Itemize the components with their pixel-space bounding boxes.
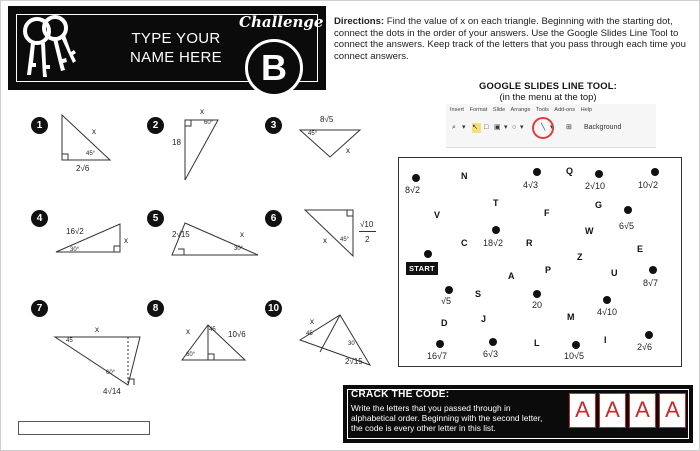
letter-t: T [493, 198, 499, 208]
letter-f: F [544, 208, 550, 218]
start-dot[interactable] [424, 250, 432, 258]
line-tool-icon: ╲ [541, 124, 546, 131]
p1-side-label: 2√6 [76, 164, 90, 173]
p2-side-label: 18 [172, 138, 181, 147]
letter-c: C [461, 238, 468, 248]
p7-angle-45: 45 [66, 338, 73, 344]
problem-7-number: 7 [31, 300, 48, 317]
triangle-2 [185, 120, 218, 180]
p3-x-label: x [346, 146, 350, 155]
line-tool-subtitle: (in the menu at the top) [499, 91, 597, 102]
answer-dot[interactable] [445, 286, 453, 294]
code-slot-4[interactable]: A [659, 393, 686, 428]
p3-angle-label: 45° [308, 131, 318, 137]
letter-w: W [585, 226, 594, 236]
answer-dot[interactable] [533, 290, 541, 298]
dropdown-icon: ▾ [520, 124, 524, 131]
name-field[interactable] [18, 421, 150, 435]
challenge-label: Challenge [239, 13, 324, 31]
menu-insert: Insert [450, 107, 464, 113]
letter-s: S [475, 289, 482, 299]
p8-angle-45: 45 [209, 327, 216, 333]
letter-v: V [434, 210, 441, 220]
answer-dot[interactable] [436, 340, 444, 348]
answer-dot[interactable] [533, 168, 541, 176]
p10-angle-45: 45 [306, 331, 313, 337]
p2-angle-label: 60° [204, 120, 214, 126]
answer-dot[interactable] [645, 331, 653, 339]
name-line-2: NAME HERE [130, 49, 222, 66]
directions-label: Directions: [334, 16, 385, 27]
code-slot-1[interactable]: A [569, 393, 596, 428]
code-slot-3[interactable]: A [629, 393, 656, 428]
crack-code-title: CRACK THE CODE: [351, 389, 450, 400]
p2-x-label: x [200, 107, 204, 116]
name-line-1: TYPE YOUR [131, 30, 221, 47]
answer-label: 10√2 [638, 180, 658, 190]
answer-label: 20 [532, 300, 543, 310]
p5-x-label: x [240, 230, 244, 239]
image-icon: ▣ [494, 124, 501, 131]
crack-code-instructions: Write the letters that you passed through in alphabetical order. Beginning with the second letter, the code is every other letter in this list. [351, 403, 543, 433]
dropdown-icon: ▾ [504, 124, 508, 131]
text-box-icon: □ [484, 124, 489, 131]
answer-dot[interactable] [603, 296, 611, 304]
p1-x-label: x [92, 127, 96, 136]
zoom-icon: ⌕ [452, 124, 456, 131]
p6-side-numerator: √10 [360, 220, 374, 229]
p10-x-label: x [310, 317, 314, 326]
p8-x-label: x [186, 327, 190, 336]
triangle-5 [172, 223, 258, 255]
p6-fraction-bar [359, 231, 376, 232]
directions-body: Find the value of x on each triangle. Beginning with the starting dot, connect the dots in the order of your answers. Use the Google Slides Line Tool to connect the answers. Keep track of the letters that you pass through each time you connect answers. [334, 16, 686, 62]
start-label: START [406, 262, 438, 275]
p6-side-denominator: 2 [365, 235, 370, 244]
letter-a: A [508, 271, 515, 281]
p5-angle-label: 30° [234, 246, 244, 252]
triangle-6 [305, 210, 353, 256]
answer-label: 6√3 [483, 349, 498, 359]
dropdown-icon: ▾ [462, 124, 466, 131]
letter-r: R [526, 238, 533, 248]
letter-p: P [545, 265, 552, 275]
p7-side-label: 4√14 [103, 387, 121, 396]
letter-m: M [567, 312, 575, 322]
letter-z: Z [577, 252, 583, 262]
problem-10-number: 10 [265, 300, 282, 317]
answer-dot[interactable] [649, 266, 657, 274]
letter-d: D [441, 318, 448, 328]
menu-addons: Add-ons [554, 107, 576, 113]
answer-label: √5 [441, 296, 451, 306]
answer-label: 8√2 [405, 185, 420, 195]
answer-dot[interactable] [572, 341, 580, 349]
answer-dot[interactable] [651, 168, 659, 176]
dropdown-icon: ▾ [550, 124, 554, 131]
answer-dot[interactable] [624, 206, 632, 214]
answer-label: 2√10 [585, 181, 605, 191]
letter-l: L [534, 338, 540, 348]
problem-1-number: 1 [31, 117, 48, 134]
answer-dot[interactable] [412, 174, 420, 182]
shape-icon: ○ [512, 124, 517, 131]
problem-5-number: 5 [147, 210, 164, 227]
letter-e: E [637, 244, 644, 254]
letter-g: G [595, 200, 603, 210]
p7-x-label: x [95, 325, 99, 334]
answer-label: 6√5 [619, 221, 634, 231]
p4-angle-label: 30° [70, 247, 80, 253]
answer-label: 4√10 [597, 307, 617, 317]
p1-angle-label: 45° [86, 151, 96, 157]
menu-arrange: Arrange [510, 107, 531, 113]
menu-tools: Tools [535, 107, 549, 113]
p10-angle-30: 30 [348, 341, 355, 347]
answer-dot[interactable] [489, 338, 497, 346]
answer-dot[interactable] [492, 226, 500, 234]
crack-code-panel [343, 385, 693, 443]
challenge-letter: B [245, 39, 303, 97]
letter-u: U [611, 268, 618, 278]
p5-side-label: 2√15 [172, 230, 190, 239]
answer-label: 18√2 [483, 238, 503, 248]
p10-side-label: 2√15 [345, 357, 363, 366]
answer-label: 2√6 [637, 342, 652, 352]
answer-label: 16√7 [427, 351, 447, 361]
answer-label: 4√3 [523, 180, 538, 190]
letter-i: I [604, 335, 607, 345]
p8-side-label: 10√6 [228, 330, 246, 339]
dot-board [398, 157, 682, 367]
p7-angle-60: 60° [106, 370, 116, 376]
menu-help: Help [580, 107, 593, 113]
select-tool-icon: ↖ [472, 123, 481, 133]
p4-side-label: 16√2 [66, 227, 84, 236]
answer-label: 8√7 [643, 278, 658, 288]
problem-3-number: 3 [265, 117, 282, 134]
menu-slide: Slide [492, 107, 506, 113]
letter-q: Q [566, 166, 574, 176]
problem-2-number: 2 [147, 117, 164, 134]
problem-6-number: 6 [265, 210, 282, 227]
p8-angle-60: 60° [186, 352, 196, 358]
answer-dot[interactable] [595, 170, 603, 178]
letter-j: J [481, 314, 487, 324]
problem-8-number: 8 [147, 300, 164, 317]
background-button: Background [584, 124, 622, 131]
add-comment-icon: ⊞ [566, 124, 572, 131]
code-slot-2[interactable]: A [599, 393, 626, 428]
p6-x-label: x [323, 236, 327, 245]
line-tool-title: GOOGLE SLIDES LINE TOOL: [479, 80, 617, 91]
triangle-7 [55, 337, 140, 385]
p3-side-label: 8√5 [320, 115, 334, 124]
letter-n: N [461, 171, 468, 181]
problem-4-number: 4 [31, 210, 48, 227]
answer-label: 10√5 [564, 351, 584, 361]
p6-angle-label: 45° [340, 237, 350, 243]
p4-x-label: x [124, 236, 128, 245]
menu-format: Format [469, 107, 488, 113]
